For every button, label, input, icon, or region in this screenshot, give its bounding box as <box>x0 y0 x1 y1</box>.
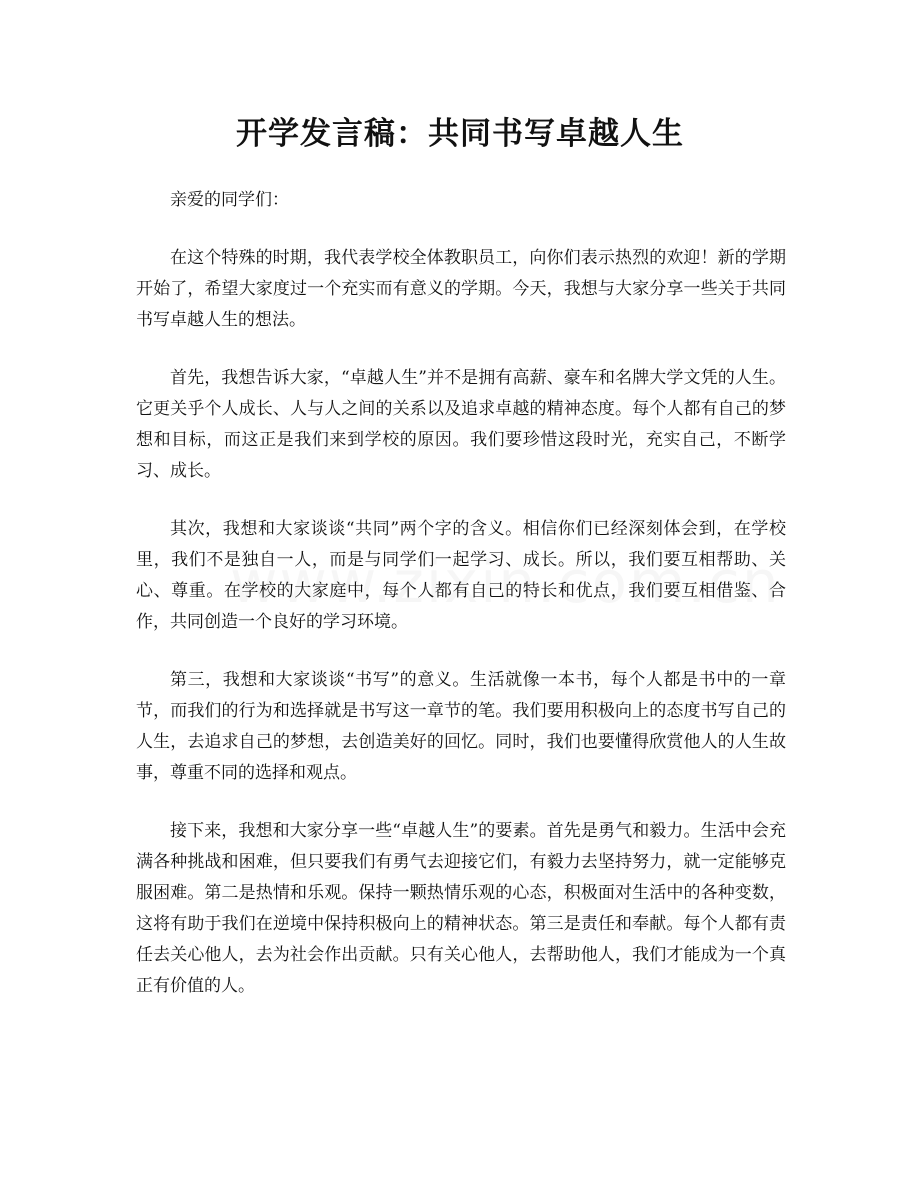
paragraph-welcome: 在这个特殊的时期，我代表学校全体教职员工，向你们表示热烈的欢迎！新的学期开始了，希望大家度过一个充实而有意义的学期。今天，我想与大家分享一些关于共同书写卓越人生的想法。 <box>136 248 786 330</box>
page-title: 开学发言稿：共同书写卓越人生 <box>236 116 684 152</box>
paragraph-third: 第三，我想和大家谈谈“书写”的意义。生活就像一本书，每个人都是书中的一章节，而我们的行为和选择就是书写这一章节的笔。我们要用积极向上的态度书写自己的人生，去追求自己的梦想，去创造美好的回忆。同时，我们也要懂得欣赏他人的人生故事，尊重不同的选择和观点。 <box>136 670 786 783</box>
paragraph-elements: 接下来，我想和大家分享一些“卓越人生”的要素。首先是勇气和毅力。生活中会充满各种挑战和困难，但只要我们有勇气去迎接它们，有毅力去坚持努力，就一定能够克服困难。第二是热情和乐观。保持一颗热情乐观的心态，积极面对生活中的各种变数，这将有助于我们在逆境中保持积极向上的精神状态。第三是责任和奉献。每个人都有责任去关心他人，去为社会作出贡献。只有关心他人，去帮助他人，我们才能成为一个真正有价值的人。 <box>136 821 786 996</box>
paragraph-first: 首先，我想告诉大家，“卓越人生”并不是拥有高薪、豪车和名牌大学文凭的人生。它更关乎个人成长、人与人之间的关系以及追求卓越的精神态度。每个人都有自己的梦想和目标，而这正是我们来到学校的原因。我们要珍惜这段时光，充实自己，不断学习、成长。 <box>136 368 786 481</box>
paragraph-second: 其次，我想和大家谈谈“共同”两个字的含义。相信你们已经深刻体会到，在学校里，我们不是独自一人，而是与同学们一起学习、成长。所以，我们要互相帮助、关心、尊重。在学校的大家庭中，每个人都有自己的特长和优点，我们要互相借鉴、合作，共同创造一个良好的学习环境。 <box>136 519 786 632</box>
salutation: 亲爱的同学们： <box>170 190 289 210</box>
document-body <box>136 185 786 1029</box>
